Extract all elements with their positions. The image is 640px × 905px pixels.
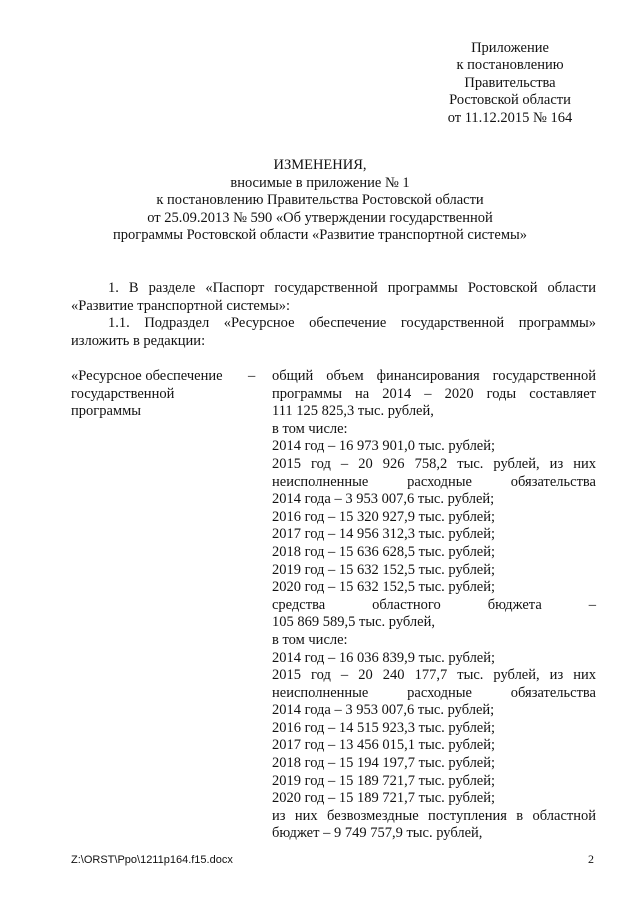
- resource-line: программы на 2014 – 2020 годы составляет: [272, 385, 596, 402]
- resource-line: средства областного бюджета –: [272, 596, 596, 613]
- title-line: от 25.09.2013 № 590 «Об утверждении государственной: [147, 209, 493, 226]
- resource-line: 2020 год – 15 632 152,5 тыс. рублей;: [272, 579, 496, 596]
- item-1-paragraph: 1. В разделе «Паспорт государственной программы Ростовской области «Развитие транспортной системы»:: [71, 280, 596, 314]
- resource-line: 2019 год – 15 189 721,7 тыс. рублей;: [272, 772, 496, 789]
- resource-line: 2015 год – 20 926 758,2 тыс. рублей, из них: [272, 455, 596, 472]
- resource-line: в том числе:: [272, 420, 348, 437]
- resource-line: 2014 год – 16 973 901,0 тыс. рублей;: [272, 438, 496, 455]
- resource-line: 2019 год – 15 632 152,5 тыс. рублей;: [272, 561, 496, 578]
- title-line: вносимые в приложение № 1: [230, 174, 410, 191]
- resource-line: из них безвозмездные поступления в областной: [272, 807, 596, 824]
- resource-line: 2016 год – 14 515 923,3 тыс. рублей;: [272, 719, 496, 736]
- resource-line: 2016 год – 15 320 927,9 тыс. рублей;: [272, 508, 496, 525]
- appendix-header: [400, 40, 620, 127]
- resource-line: 2017 год – 13 456 015,1 тыс. рублей;: [272, 737, 496, 754]
- document-title: [60, 157, 580, 245]
- title-line: к постановлению Правительства Ростовской области: [156, 192, 484, 209]
- resource-line: общий объем финансирования государственной: [272, 368, 596, 384]
- body-text: [71, 280, 596, 350]
- resource-label: «Ресурсное обеспечение государственной программы: [71, 368, 223, 420]
- resource-line: 2018 год – 15 636 628,5 тыс. рублей;: [272, 543, 496, 560]
- resource-line: 2020 год – 15 189 721,7 тыс. рублей;: [272, 790, 496, 807]
- resource-line: 2017 год – 14 956 312,3 тыс. рублей;: [272, 526, 496, 543]
- title-line: программы Ростовской области «Развитие транспортной системы»: [112, 227, 527, 244]
- item-1-1-paragraph: 1.1. Подраздел «Ресурсное обеспечение государственной программы» изложить в редакции:: [71, 315, 596, 349]
- appendix-line: Правительства: [464, 74, 556, 91]
- resource-line: неисполненные расходные обязательства: [272, 473, 596, 490]
- resource-line: 111 125 825,3 тыс. рублей,: [272, 403, 434, 420]
- resource-dash: –: [248, 368, 256, 384]
- appendix-line: к постановлению: [456, 57, 564, 74]
- resource-line: 2018 год – 15 194 197,7 тыс. рублей;: [272, 755, 496, 772]
- resource-line: в том числе:: [272, 631, 348, 648]
- footer-file-path: Z:\ORST\Ppo\1211p164.f15.docx: [71, 854, 233, 866]
- resource-line: 2014 года – 3 953 007,6 тыс. рублей;: [272, 491, 495, 508]
- resource-content: [272, 368, 596, 843]
- resource-line: 105 869 589,5 тыс. рублей,: [272, 614, 435, 631]
- title-heading: ИЗМЕНЕНИЯ,: [273, 157, 367, 173]
- resource-line: 2014 года – 3 953 007,6 тыс. рублей;: [272, 702, 495, 719]
- resource-line: бюджет – 9 749 757,9 тыс. рублей,: [272, 825, 483, 842]
- resource-line: 2015 год – 20 240 177,7 тыс. рублей, из них: [272, 667, 596, 684]
- appendix-line: Приложение: [471, 40, 549, 56]
- appendix-line: Ростовской области: [449, 92, 571, 109]
- resource-line: 2014 год – 16 036 839,9 тыс. рублей;: [272, 649, 496, 666]
- appendix-line: от 11.12.2015 № 164: [447, 109, 573, 126]
- page-number: 2: [588, 852, 594, 866]
- resource-line: неисполненные расходные обязательства: [272, 684, 596, 701]
